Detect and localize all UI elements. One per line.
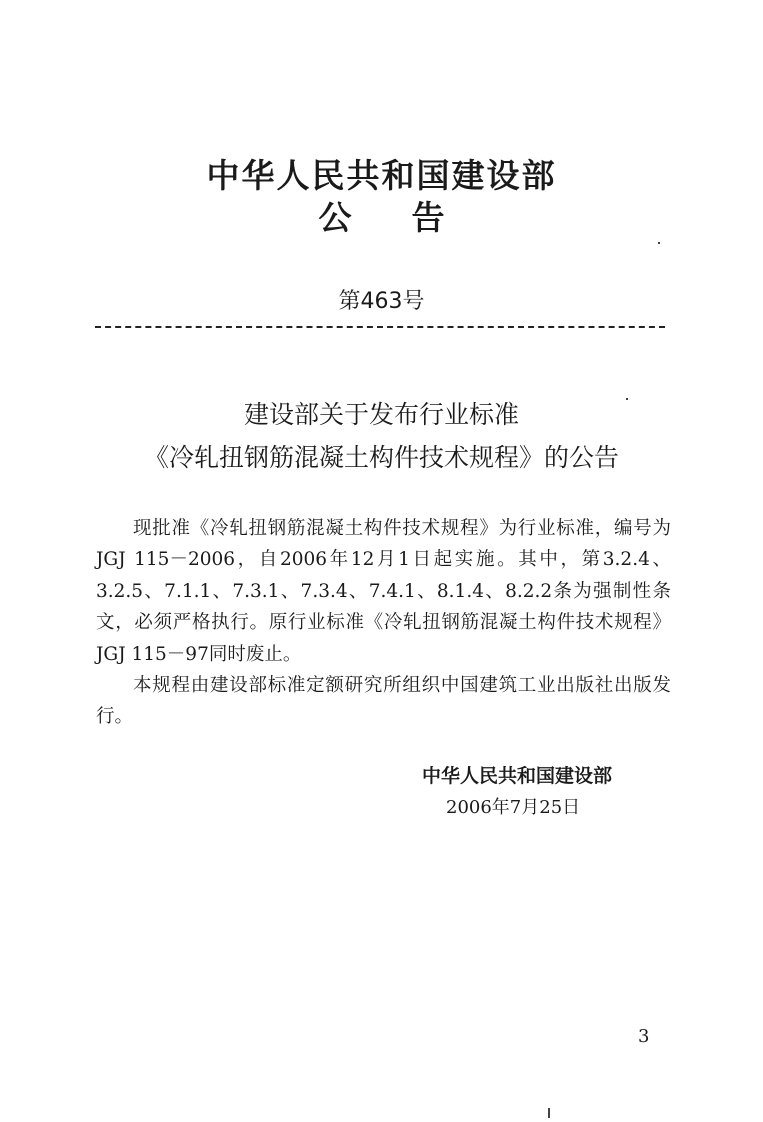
body-paragraph-1: 现批准《冷轧扭钢筋混凝土构件技术规程》为行业标准，编号为JGJ 115－2006，自2006年12月1日起实施。其中，第3.2.4、3.2.5、7.1.1、7.3.1、7.3.4、7.4.1、8.1.4、8.2.2条为强制性条文，必须严格执行。原行业标准《冷轧扭钢筋混凝土构件技术规程》JGJ 115－97同时废止。 (96, 518, 671, 665)
notice-char-1: 公 (318, 198, 352, 237)
scan-speck (548, 1108, 550, 1118)
notice-number: 第463号 (338, 289, 425, 314)
document-title-line-1: 建设部关于发布行业标准 (243, 400, 519, 429)
body-paragraph-2: 本规程由建设部标准定额研究所组织中国建筑工业出版社出版发行。 (96, 675, 671, 728)
scan-speck (658, 242, 660, 244)
page-number: 3 (638, 1026, 650, 1047)
notice-heading (0, 192, 763, 239)
scan-speck (626, 398, 628, 400)
notice-char-2: 告 (411, 198, 445, 237)
header-divider (95, 326, 665, 328)
document-body (96, 513, 671, 733)
signature-date: 2006年7月25日 (446, 797, 581, 818)
signature-organization: 中华人民共和国建设部 (422, 765, 613, 787)
document-title-line-2: 《冷轧扭钢筋混凝土构件技术规程》的公告 (143, 443, 619, 472)
issuing-organization: 中华人民共和国建设部 (206, 156, 557, 195)
